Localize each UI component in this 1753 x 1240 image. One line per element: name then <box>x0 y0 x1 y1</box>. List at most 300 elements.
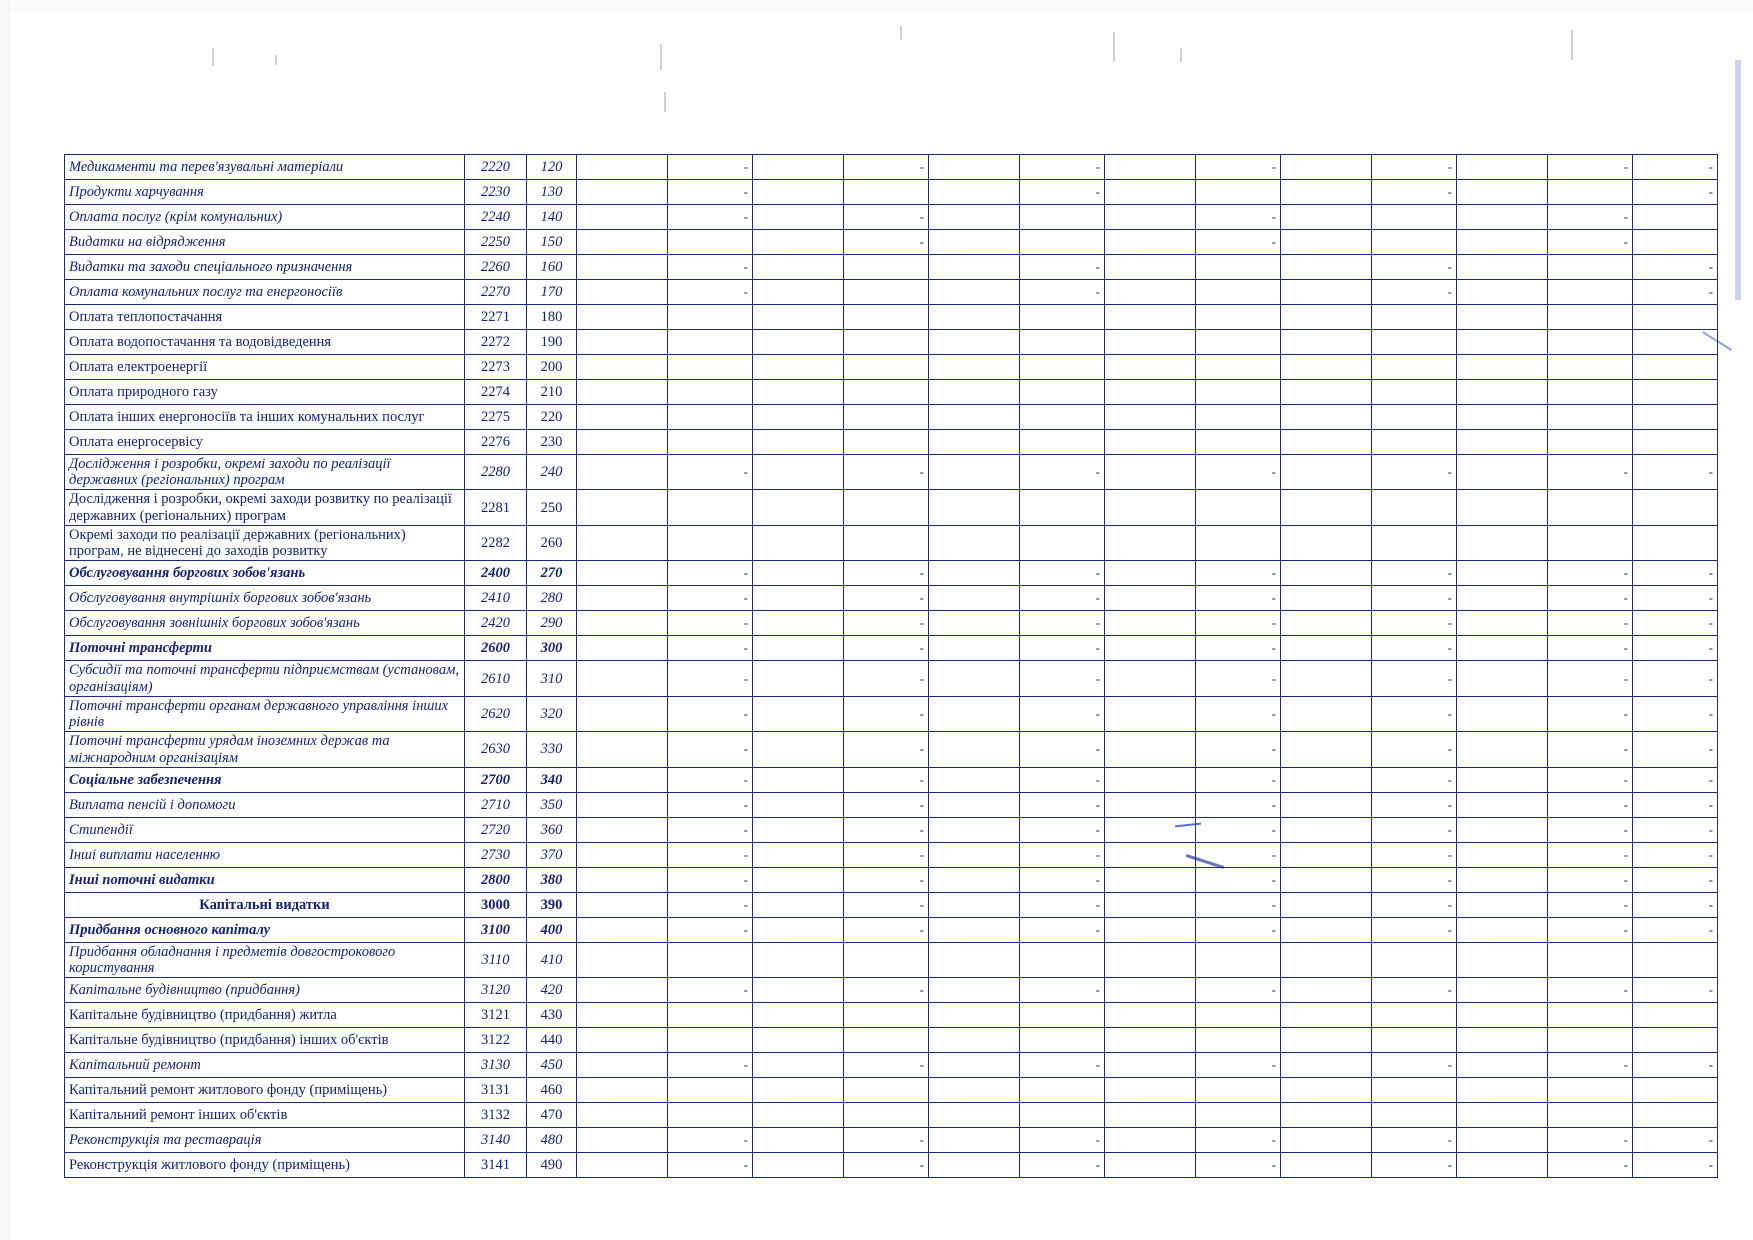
value-cell <box>1105 155 1196 180</box>
row-code: 2710 <box>465 792 527 817</box>
value-cell <box>668 1078 753 1103</box>
value-cell <box>577 636 668 661</box>
row-label: Капітальне будівництво (придбання) <box>65 978 465 1003</box>
value-cell <box>577 767 668 792</box>
value-cell: - <box>1196 611 1281 636</box>
value-cell: - <box>668 455 753 490</box>
value-cell: - <box>1196 561 1281 586</box>
value-cell <box>1196 1103 1281 1128</box>
value-cell <box>1281 155 1372 180</box>
value-cell: - <box>1372 561 1457 586</box>
value-cell <box>577 525 668 560</box>
value-cell <box>1372 405 1457 430</box>
value-cell <box>1105 1153 1196 1178</box>
value-cell <box>929 1003 1020 1028</box>
value-cell: - <box>1196 661 1281 696</box>
value-cell: - <box>668 280 753 305</box>
value-cell <box>1457 155 1548 180</box>
value-cell <box>1633 330 1718 355</box>
row-code: 2630 <box>465 732 527 767</box>
value-cell <box>1457 842 1548 867</box>
scan-speck <box>660 44 662 70</box>
value-cell <box>929 330 1020 355</box>
value-cell <box>1548 1003 1633 1028</box>
value-cell: - <box>668 817 753 842</box>
value-cell <box>1457 1078 1548 1103</box>
row-number: 140 <box>527 205 577 230</box>
value-cell <box>753 525 844 560</box>
value-cell: - <box>1372 732 1457 767</box>
value-cell <box>668 1003 753 1028</box>
value-cell <box>1457 525 1548 560</box>
value-cell <box>929 205 1020 230</box>
value-cell <box>1548 430 1633 455</box>
value-cell: - <box>1633 561 1718 586</box>
value-cell <box>1633 355 1718 380</box>
value-cell <box>929 732 1020 767</box>
value-cell <box>577 355 668 380</box>
value-cell <box>753 180 844 205</box>
value-cell: - <box>668 180 753 205</box>
table-row <box>65 525 1718 560</box>
value-cell <box>1457 305 1548 330</box>
value-cell: - <box>1196 842 1281 867</box>
value-cell <box>1633 525 1718 560</box>
value-cell <box>1372 380 1457 405</box>
value-cell <box>1281 611 1372 636</box>
value-cell <box>929 405 1020 430</box>
value-cell: - <box>1548 696 1633 731</box>
value-cell <box>1105 1003 1196 1028</box>
value-cell <box>1457 817 1548 842</box>
value-cell <box>1105 696 1196 731</box>
value-cell <box>1105 1103 1196 1128</box>
value-cell: - <box>668 917 753 942</box>
value-cell: - <box>844 817 929 842</box>
value-cell: - <box>844 636 929 661</box>
value-cell <box>844 1003 929 1028</box>
value-cell <box>844 1103 929 1128</box>
row-label: Медикаменти та перев'язувальні матеріали <box>65 155 465 180</box>
value-cell <box>1105 305 1196 330</box>
value-cell: - <box>1020 978 1105 1003</box>
value-cell: - <box>1633 892 1718 917</box>
value-cell <box>753 978 844 1003</box>
value-cell <box>1105 380 1196 405</box>
value-cell <box>1457 280 1548 305</box>
value-cell <box>577 561 668 586</box>
scan-speck <box>900 26 902 40</box>
value-cell <box>1281 405 1372 430</box>
value-cell <box>929 430 1020 455</box>
value-cell: - <box>1548 155 1633 180</box>
value-cell: - <box>1196 978 1281 1003</box>
row-code: 2230 <box>465 180 527 205</box>
value-cell <box>1457 792 1548 817</box>
value-cell <box>577 1128 668 1153</box>
value-cell: - <box>1372 611 1457 636</box>
value-cell <box>1281 636 1372 661</box>
value-cell: - <box>1548 1128 1633 1153</box>
value-cell <box>1548 180 1633 205</box>
row-code: 2800 <box>465 867 527 892</box>
value-cell <box>1548 490 1633 525</box>
row-number: 210 <box>527 380 577 405</box>
scan-speck <box>275 55 277 65</box>
value-cell: - <box>1633 732 1718 767</box>
value-cell <box>929 561 1020 586</box>
value-cell <box>929 1078 1020 1103</box>
value-cell <box>753 380 844 405</box>
value-cell: - <box>1633 867 1718 892</box>
value-cell: - <box>668 636 753 661</box>
value-cell <box>753 1128 844 1153</box>
value-cell <box>668 430 753 455</box>
row-label: Окремі заходи по реалізації державних (регіональних) програм, не віднесені до заходів розвитку <box>65 525 465 560</box>
value-cell <box>1457 355 1548 380</box>
table-row <box>65 561 1718 586</box>
value-cell <box>668 230 753 255</box>
table-row <box>65 455 1718 490</box>
value-cell <box>577 1078 668 1103</box>
value-cell: - <box>1196 636 1281 661</box>
value-cell <box>1457 1028 1548 1053</box>
value-cell <box>1020 1078 1105 1103</box>
value-cell <box>1281 1103 1372 1128</box>
row-code: 2276 <box>465 430 527 455</box>
value-cell <box>577 867 668 892</box>
row-number: 170 <box>527 280 577 305</box>
value-cell <box>1196 255 1281 280</box>
value-cell <box>1105 1128 1196 1153</box>
value-cell <box>844 380 929 405</box>
scan-speck <box>1113 32 1115 62</box>
row-label: Виплата пенсій і допомоги <box>65 792 465 817</box>
value-cell: - <box>844 230 929 255</box>
value-cell <box>1548 330 1633 355</box>
value-cell <box>1196 430 1281 455</box>
table-row <box>65 305 1718 330</box>
value-cell <box>577 405 668 430</box>
value-cell <box>1020 1103 1105 1128</box>
row-label: Видатки та заходи спеціального призначення <box>65 255 465 280</box>
value-cell: - <box>1548 611 1633 636</box>
row-code: 2273 <box>465 355 527 380</box>
value-cell <box>1548 305 1633 330</box>
row-code: 2260 <box>465 255 527 280</box>
value-cell: - <box>1548 636 1633 661</box>
value-cell <box>668 1028 753 1053</box>
value-cell <box>1548 355 1633 380</box>
value-cell <box>1548 1078 1633 1103</box>
value-cell <box>1105 405 1196 430</box>
value-cell <box>1105 732 1196 767</box>
value-cell: - <box>668 611 753 636</box>
value-cell <box>1457 330 1548 355</box>
value-cell <box>577 817 668 842</box>
value-cell <box>753 230 844 255</box>
value-cell <box>1020 205 1105 230</box>
value-cell <box>577 1053 668 1078</box>
table-row <box>65 636 1718 661</box>
value-cell <box>1548 525 1633 560</box>
value-cell <box>577 696 668 731</box>
scan-edge-top <box>0 0 1753 14</box>
value-cell <box>1548 380 1633 405</box>
row-code: 2282 <box>465 525 527 560</box>
value-cell <box>929 611 1020 636</box>
value-cell <box>1020 305 1105 330</box>
value-cell <box>1281 561 1372 586</box>
value-cell: - <box>668 205 753 230</box>
value-cell <box>929 1028 1020 1053</box>
value-cell <box>1196 490 1281 525</box>
value-cell <box>577 155 668 180</box>
value-cell <box>1372 1028 1457 1053</box>
value-cell <box>844 525 929 560</box>
table-row <box>65 405 1718 430</box>
row-code: 3121 <box>465 1003 527 1028</box>
row-code: 2281 <box>465 490 527 525</box>
value-cell <box>1105 455 1196 490</box>
value-cell: - <box>1196 1153 1281 1178</box>
value-cell <box>1105 978 1196 1003</box>
value-cell <box>577 230 668 255</box>
table-row <box>65 355 1718 380</box>
value-cell <box>844 1078 929 1103</box>
value-cell <box>1457 455 1548 490</box>
value-cell <box>1281 1003 1372 1028</box>
row-number: 480 <box>527 1128 577 1153</box>
value-cell <box>1105 430 1196 455</box>
value-cell <box>1548 405 1633 430</box>
value-cell: - <box>1196 155 1281 180</box>
value-cell <box>1105 867 1196 892</box>
value-cell: - <box>1020 767 1105 792</box>
value-cell: - <box>1633 1128 1718 1153</box>
value-cell: - <box>1196 732 1281 767</box>
row-code: 2420 <box>465 611 527 636</box>
value-cell: - <box>1020 586 1105 611</box>
row-number: 280 <box>527 586 577 611</box>
row-code: 2610 <box>465 661 527 696</box>
value-cell <box>1281 330 1372 355</box>
value-cell <box>1457 767 1548 792</box>
table-row <box>65 1053 1718 1078</box>
value-cell: - <box>1196 767 1281 792</box>
value-cell <box>1457 255 1548 280</box>
value-cell <box>1105 636 1196 661</box>
value-cell <box>753 732 844 767</box>
value-cell <box>929 586 1020 611</box>
value-cell <box>1105 355 1196 380</box>
value-cell <box>929 917 1020 942</box>
value-cell <box>1633 942 1718 977</box>
row-code: 2720 <box>465 817 527 842</box>
value-cell <box>1457 230 1548 255</box>
value-cell <box>929 1103 1020 1128</box>
value-cell: - <box>844 561 929 586</box>
budget-table <box>64 154 1718 1178</box>
value-cell: - <box>1633 255 1718 280</box>
value-cell <box>1105 1028 1196 1053</box>
value-cell <box>1372 330 1457 355</box>
row-label: Капітальне будівництво (придбання) інших об'єктів <box>65 1028 465 1053</box>
value-cell <box>1281 1153 1372 1178</box>
value-cell <box>1457 205 1548 230</box>
scan-speck <box>664 92 666 112</box>
row-label: Обслуговування зовнішніх боргових зобов'язань <box>65 611 465 636</box>
value-cell <box>753 767 844 792</box>
row-number: 120 <box>527 155 577 180</box>
value-cell: - <box>1372 1053 1457 1078</box>
value-cell <box>1457 867 1548 892</box>
value-cell: - <box>1633 280 1718 305</box>
value-cell <box>1633 1003 1718 1028</box>
row-label: Інші поточні видатки <box>65 867 465 892</box>
value-cell <box>1281 430 1372 455</box>
value-cell <box>1196 180 1281 205</box>
table-row <box>65 1103 1718 1128</box>
value-cell: - <box>1372 978 1457 1003</box>
value-cell <box>1105 230 1196 255</box>
value-cell <box>753 280 844 305</box>
value-cell: - <box>1196 455 1281 490</box>
value-cell <box>577 430 668 455</box>
value-cell <box>1020 230 1105 255</box>
value-cell <box>1457 561 1548 586</box>
row-label: Капітальний ремонт інших об'єктів <box>65 1103 465 1128</box>
value-cell <box>753 792 844 817</box>
value-cell: - <box>844 1153 929 1178</box>
value-cell: - <box>1196 205 1281 230</box>
value-cell <box>1281 917 1372 942</box>
value-cell <box>1196 330 1281 355</box>
value-cell <box>1281 180 1372 205</box>
value-cell: - <box>844 696 929 731</box>
value-cell <box>1105 280 1196 305</box>
row-number: 410 <box>527 942 577 977</box>
value-cell <box>1105 255 1196 280</box>
value-cell <box>1372 1003 1457 1028</box>
row-number: 440 <box>527 1028 577 1053</box>
value-cell <box>929 305 1020 330</box>
value-cell <box>929 280 1020 305</box>
value-cell <box>753 561 844 586</box>
row-label: Оплата послуг (крім комунальних) <box>65 205 465 230</box>
value-cell: - <box>1633 1153 1718 1178</box>
value-cell: - <box>844 792 929 817</box>
value-cell <box>1457 1053 1548 1078</box>
value-cell <box>1105 490 1196 525</box>
value-cell <box>1281 792 1372 817</box>
row-code: 2620 <box>465 696 527 731</box>
value-cell <box>577 180 668 205</box>
row-number: 330 <box>527 732 577 767</box>
row-code: 2250 <box>465 230 527 255</box>
value-cell <box>577 1103 668 1128</box>
value-cell: - <box>1372 280 1457 305</box>
value-cell <box>1196 305 1281 330</box>
value-cell: - <box>1020 455 1105 490</box>
value-cell <box>1548 255 1633 280</box>
value-cell <box>1196 1003 1281 1028</box>
row-number: 130 <box>527 180 577 205</box>
value-cell <box>1105 661 1196 696</box>
value-cell <box>1281 380 1372 405</box>
value-cell <box>753 155 844 180</box>
value-cell: - <box>844 978 929 1003</box>
value-cell <box>1196 1028 1281 1053</box>
row-number: 460 <box>527 1078 577 1103</box>
row-label: Субсидії та поточні трансферти підприємствам (установам, організаціям) <box>65 661 465 696</box>
value-cell <box>577 611 668 636</box>
value-cell <box>1196 942 1281 977</box>
value-cell <box>1281 205 1372 230</box>
value-cell: - <box>844 205 929 230</box>
row-number: 350 <box>527 792 577 817</box>
row-number: 430 <box>527 1003 577 1028</box>
value-cell <box>668 942 753 977</box>
value-cell: - <box>1020 155 1105 180</box>
value-cell: - <box>844 732 929 767</box>
value-cell <box>1105 917 1196 942</box>
value-cell <box>929 355 1020 380</box>
value-cell: - <box>1548 732 1633 767</box>
value-cell: - <box>1633 978 1718 1003</box>
value-cell <box>1281 867 1372 892</box>
row-code: 3130 <box>465 1053 527 1078</box>
value-cell <box>929 978 1020 1003</box>
row-label: Оплата електроенергії <box>65 355 465 380</box>
value-cell <box>1633 1103 1718 1128</box>
table-row <box>65 255 1718 280</box>
value-cell <box>753 917 844 942</box>
value-cell <box>844 330 929 355</box>
row-label: Поточні трансферти <box>65 636 465 661</box>
row-code: 2220 <box>465 155 527 180</box>
value-cell: - <box>1633 1053 1718 1078</box>
value-cell: - <box>1020 1128 1105 1153</box>
value-cell <box>1020 942 1105 977</box>
value-cell: - <box>1633 917 1718 942</box>
value-cell <box>1633 1078 1718 1103</box>
value-cell <box>753 867 844 892</box>
value-cell: - <box>844 867 929 892</box>
row-code: 2410 <box>465 586 527 611</box>
value-cell <box>1633 205 1718 230</box>
value-cell: - <box>1196 792 1281 817</box>
value-cell: - <box>1020 611 1105 636</box>
value-cell <box>1457 892 1548 917</box>
value-cell <box>668 305 753 330</box>
value-cell <box>753 205 844 230</box>
row-label: Обслуговування внутрішніх боргових зобов'язань <box>65 586 465 611</box>
scan-edge-left <box>0 0 10 1240</box>
value-cell <box>1372 490 1457 525</box>
value-cell <box>1281 661 1372 696</box>
value-cell <box>1020 405 1105 430</box>
value-cell <box>577 1003 668 1028</box>
value-cell: - <box>1548 205 1633 230</box>
row-label: Інші виплати населенню <box>65 842 465 867</box>
value-cell <box>1633 230 1718 255</box>
value-cell: - <box>1020 817 1105 842</box>
value-cell: - <box>1020 561 1105 586</box>
value-cell <box>929 636 1020 661</box>
value-cell: - <box>1020 636 1105 661</box>
table-row <box>65 867 1718 892</box>
